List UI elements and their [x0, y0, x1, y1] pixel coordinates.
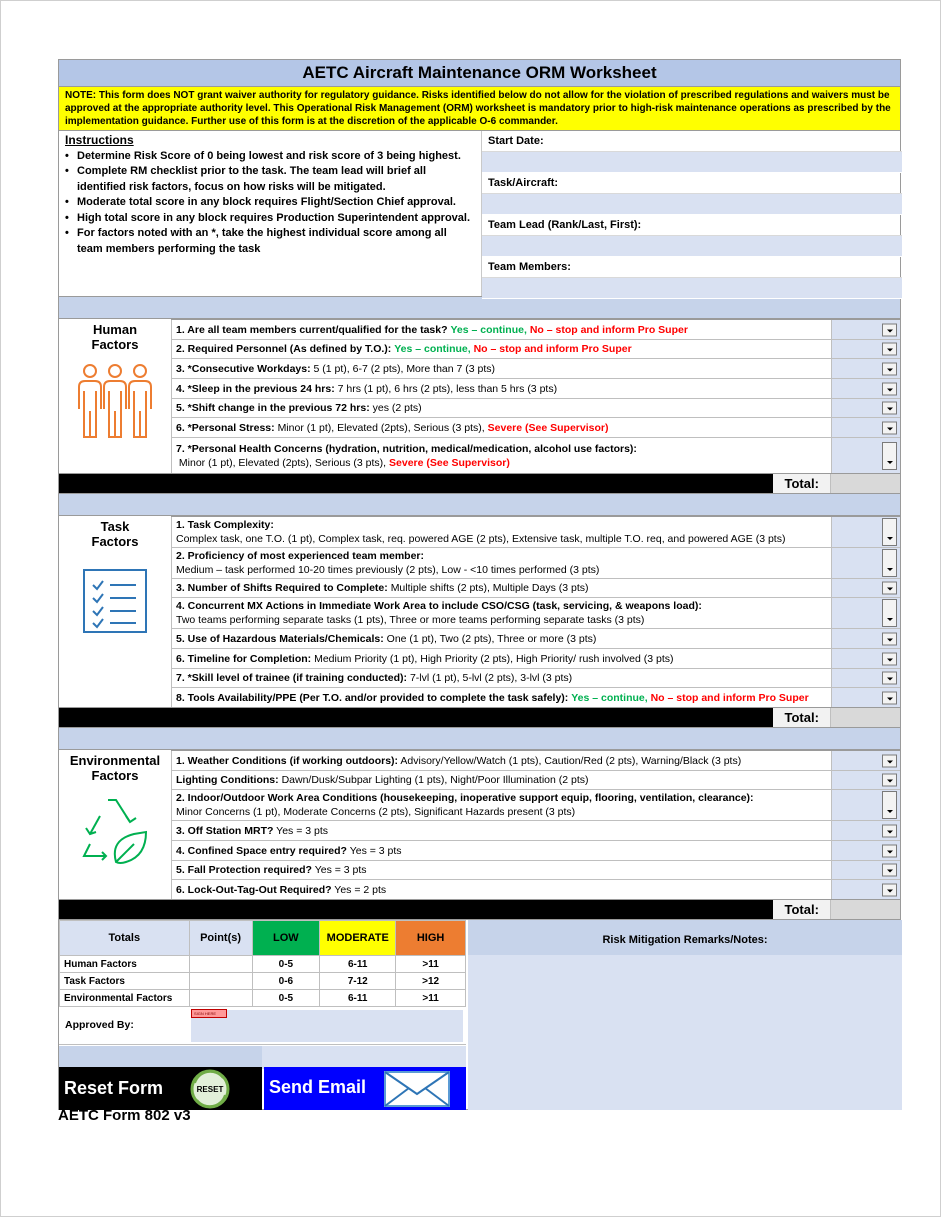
- task-total-value: [830, 708, 900, 727]
- reset-icon: [187, 1069, 233, 1109]
- score-select[interactable]: [831, 598, 900, 628]
- env-total-row: [59, 899, 900, 919]
- factor-question: 3. Number of Shifts Required to Complete:: [176, 582, 388, 594]
- table-row: [171, 398, 900, 417]
- factor-question: 5. *Shift change in the previous 72 hrs:: [176, 402, 370, 414]
- factor-question: 3. *Consecutive Workdays:: [176, 362, 311, 375]
- factor-text: [171, 880, 831, 899]
- factor-question: 2. Required Personnel (As defined by T.O.):: [176, 343, 392, 355]
- table-row: [171, 687, 900, 707]
- chevron-down-icon[interactable]: [882, 582, 897, 595]
- table-row: [171, 578, 900, 597]
- chevron-down-icon[interactable]: [882, 518, 897, 546]
- high-range: >11: [396, 990, 466, 1007]
- table-row: [171, 319, 900, 339]
- table-row: [171, 417, 900, 437]
- factor-scoring: Advisory/Yellow/Watch (1 pts), Caution/Red (2 pts), Warning/Black (3 pts): [400, 754, 742, 767]
- environmental-factors-rows: [171, 750, 900, 899]
- summary-block: [59, 919, 900, 1109]
- score-select[interactable]: [831, 548, 900, 578]
- high-header: HIGH: [396, 921, 466, 956]
- factor-scoring: Minor (1 pt), Elevated (2pts), Serious (3 pts),: [277, 421, 485, 434]
- factor-question: 6. Timeline for Completion:: [176, 652, 312, 665]
- factor-scoring: Yes = 3 pts: [314, 864, 367, 876]
- chevron-down-icon[interactable]: [882, 691, 897, 704]
- chevron-down-icon[interactable]: [882, 652, 897, 665]
- factor-scoring: Yes = 3 pts: [276, 824, 329, 837]
- task-aircraft-field[interactable]: [482, 194, 902, 215]
- chevron-down-icon[interactable]: [882, 549, 897, 577]
- score-select[interactable]: [831, 751, 900, 770]
- score-select[interactable]: [831, 320, 900, 339]
- section-spacer: [59, 493, 900, 515]
- factor-text: [171, 649, 831, 668]
- stop-text: No – stop and inform Pro Super: [529, 323, 688, 336]
- chevron-down-icon[interactable]: [882, 382, 897, 395]
- environmental-factors-label: Environmental Factors: [69, 753, 161, 783]
- factor-text: [171, 379, 831, 398]
- chevron-down-icon[interactable]: [882, 791, 897, 819]
- factor-question: 3. Off Station MRT?: [176, 824, 274, 837]
- factor-text: [171, 771, 831, 789]
- team-lead-field[interactable]: [482, 236, 902, 257]
- table-row: [171, 547, 900, 578]
- table-row: [171, 516, 900, 547]
- factor-text: [171, 669, 831, 687]
- score-select[interactable]: [831, 418, 900, 437]
- factor-question: 5. Fall Protection required?: [176, 864, 312, 876]
- score-select[interactable]: [831, 579, 900, 597]
- factor-name: Environmental Factors: [60, 990, 190, 1007]
- factor-scoring: 7 hrs (1 pt), 6 hrs (2 pts), less than 5 hrs (3 pts): [337, 382, 558, 395]
- moderate-range: 7-12: [320, 973, 396, 990]
- factor-text: [171, 821, 831, 840]
- score-select[interactable]: [831, 359, 900, 378]
- factor-scoring: Medium – task performed 10-20 times previously (2 pts), Low - <10 times performed (3 pts): [176, 564, 600, 576]
- factor-question: 7. *Skill level of trainee (if training conducted):: [176, 672, 408, 684]
- continue-text: Yes – continue,: [450, 323, 527, 336]
- env-total-value: [830, 900, 900, 919]
- human-factors-section: [59, 318, 900, 493]
- instruction-item: • Moderate total score in any block requires Flight/Section Chief approval.: [65, 195, 475, 211]
- instructions-block: [59, 131, 900, 296]
- factor-question: 4. *Sleep in the previous 24 hrs:: [176, 382, 335, 395]
- send-email-button[interactable]: [264, 1067, 466, 1110]
- factor-text: [171, 629, 831, 648]
- factor-scoring: Multiple shifts (2 pts), Multiple Days (3 pts): [390, 582, 589, 594]
- table-row: [171, 628, 900, 648]
- score-select[interactable]: [831, 841, 900, 860]
- factor-text: [171, 517, 831, 547]
- table-row: [171, 339, 900, 358]
- chevron-down-icon[interactable]: [882, 632, 897, 645]
- factor-question: 6. Lock-Out-Tag-Out Required?: [176, 883, 332, 896]
- table-row: [171, 770, 900, 789]
- score-select[interactable]: [831, 517, 900, 547]
- factor-text: [171, 438, 831, 473]
- table-row: [171, 879, 900, 899]
- factor-text: [171, 790, 831, 820]
- instructions-title: Instructions: [65, 133, 134, 147]
- moderate-range: 6-11: [320, 956, 396, 973]
- points-cell[interactable]: [189, 990, 252, 1007]
- chevron-down-icon[interactable]: [882, 672, 897, 685]
- chevron-down-icon[interactable]: [882, 442, 897, 470]
- totals-header-row: [60, 921, 466, 956]
- environmental-factors-section: [59, 749, 900, 919]
- human-total-row: [59, 473, 900, 493]
- factor-question: 5. Use of Hazardous Materials/Chemicals:: [176, 632, 384, 645]
- factor-question: 1. Task Complexity:: [176, 519, 274, 531]
- instruction-item: • High total score in any block requires Production Superintendent approval.: [65, 211, 475, 227]
- chevron-down-icon[interactable]: [882, 844, 897, 857]
- continue-text: Yes – continue,: [394, 343, 471, 355]
- factor-question: 2. Proficiency of most experienced team member:: [176, 550, 425, 562]
- chevron-down-icon[interactable]: [882, 883, 897, 896]
- chevron-down-icon[interactable]: [882, 824, 897, 837]
- factor-text: [171, 598, 831, 628]
- points-cell[interactable]: [189, 973, 252, 990]
- moderate-range: 6-11: [320, 990, 396, 1007]
- score-select[interactable]: [831, 790, 900, 820]
- factor-text: [171, 320, 831, 339]
- factor-scoring: Complex task, one T.O. (1 pt), Complex task, req. powered AGE (2 pts), Extensive task, multiple T.O. req, and powered AGE (3 pts): [176, 533, 786, 545]
- factor-scoring: Minor Concerns (1 pt), Moderate Concerns (2 pts), Significant Hazards present (3 pts): [176, 806, 576, 818]
- chevron-down-icon[interactable]: [882, 599, 897, 627]
- factor-question: 2. Indoor/Outdoor Work Area Conditions (housekeeping, inoperative support equip, flooring, ventilation, clearance):: [176, 792, 754, 804]
- continue-text: Yes – continue,: [571, 691, 648, 704]
- factor-text: [171, 359, 831, 378]
- team-members-field[interactable]: [482, 278, 902, 299]
- total-label: Total:: [773, 900, 830, 919]
- chevron-down-icon[interactable]: [882, 754, 897, 767]
- button-spacer-light: [262, 1046, 466, 1069]
- chevron-down-icon[interactable]: [882, 362, 897, 375]
- score-select[interactable]: [831, 399, 900, 417]
- task-factors-rows: [171, 516, 900, 707]
- start-date-label: Start Date:: [482, 131, 902, 152]
- section-spacer: [59, 296, 900, 318]
- table-row: [171, 840, 900, 860]
- chevron-down-icon[interactable]: [882, 323, 897, 336]
- people-icon: [59, 359, 171, 444]
- factor-text: [171, 861, 831, 879]
- severe-text: Severe (See Supervisor): [389, 456, 510, 469]
- total-label: Total:: [773, 474, 830, 493]
- human-factors-label: Human Factors: [91, 322, 139, 352]
- approved-by-label: Approved By:: [65, 1019, 134, 1031]
- instruction-item: • Complete RM checklist prior to the task. The team lead will brief all identified risk factors, focus on how risks will be mitigated.: [65, 164, 475, 195]
- team-lead-label: Team Lead (Rank/Last, First):: [482, 215, 902, 236]
- score-select[interactable]: [831, 649, 900, 668]
- low-range: 0-5: [252, 956, 320, 973]
- human-total-value: [830, 474, 900, 493]
- total-bar: [59, 708, 773, 727]
- team-members-label: Team Members:: [482, 257, 902, 278]
- table-row: [171, 668, 900, 687]
- form-number: AETC Form 802 v3: [58, 1107, 191, 1124]
- reset-form-button[interactable]: [59, 1067, 262, 1110]
- score-select[interactable]: [831, 861, 900, 879]
- chevron-down-icon[interactable]: [882, 402, 897, 415]
- factor-scoring: Two teams performing separate tasks (1 pts), Three or more teams performing separate tasks (3 pts): [176, 614, 645, 626]
- total-label: Total:: [773, 708, 830, 727]
- chevron-down-icon[interactable]: [882, 864, 897, 877]
- factor-text: [171, 579, 831, 597]
- table-row: [171, 597, 900, 628]
- table-row: [171, 437, 900, 473]
- form-title: AETC Aircraft Maintenance ORM Worksheet: [59, 60, 900, 86]
- factor-text: [171, 688, 831, 707]
- remarks-label: Risk Mitigation Remarks/Notes:: [468, 920, 902, 955]
- sign-here-text: SIGN HERE: [194, 1011, 217, 1016]
- waiver-note: NOTE: This form does NOT grant waiver authority for regulatory guidance. Risks identified below do not allow for the violation of prescribed regulations and waivers must be approved at the appropriate authority level. This Operational Risk Management (ORM) worksheet is mandatory prior to high-risk maintenance operations as prescribed by the implementation guidance. Further use of this form is at the discretion of the applicable O-6 commander.: [59, 86, 900, 131]
- high-range: >12: [396, 973, 466, 990]
- factor-question: 6. *Personal Stress:: [176, 421, 275, 434]
- factor-question: 1. Are all team members current/qualified for the task?: [176, 323, 448, 336]
- factor-question: 7. *Personal Health Concerns (hydration, nutrition, medical/medication, alcohol use factors):: [176, 442, 637, 455]
- recycle-leaf-icon: [59, 794, 171, 871]
- totals-table: [59, 920, 466, 1007]
- header-fields: [481, 131, 902, 296]
- approved-by-field[interactable]: [191, 1010, 463, 1042]
- table-row: [171, 358, 900, 378]
- stop-text: No – stop and inform Pro Super: [650, 691, 809, 704]
- factor-text: [171, 548, 831, 578]
- factor-name: Human Factors: [60, 956, 190, 973]
- factor-name: Task Factors: [60, 973, 190, 990]
- factor-text: [171, 841, 831, 860]
- task-factors-label: Task Factors: [91, 519, 139, 549]
- task-factors-section: [59, 515, 900, 727]
- table-row: [60, 973, 466, 990]
- factor-scoring: 7-lvl (1 pt), 5-lvl (2 pts), 3-lvl (3 pts): [409, 672, 573, 684]
- low-range: 0-5: [252, 990, 320, 1007]
- chevron-down-icon[interactable]: [882, 421, 897, 434]
- score-select[interactable]: [831, 880, 900, 899]
- remarks-textarea[interactable]: [468, 955, 902, 1110]
- send-email-label: Send Email: [269, 1077, 367, 1097]
- instruction-item: • For factors noted with an *, take the highest individual score among all team members performing the task: [65, 226, 475, 257]
- checklist-icon: [59, 568, 171, 637]
- factor-question: 8. Tools Availability/PPE (Per T.O. and/or provided to complete the task safely):: [176, 691, 569, 704]
- envelope-icon: [381, 1070, 453, 1108]
- chevron-down-icon[interactable]: [882, 343, 897, 356]
- factor-scoring: 5 (1 pt), 6-7 (2 pts), More than 7 (3 pts): [313, 362, 496, 375]
- sign-here-tag[interactable]: [191, 1009, 227, 1018]
- approved-by-row: [59, 1009, 466, 1045]
- instruction-item: • Determine Risk Score of 0 being lowest and risk score of 3 being highest.: [65, 149, 475, 165]
- table-row: [60, 990, 466, 1007]
- factor-text: [171, 751, 831, 770]
- score-select[interactable]: [831, 379, 900, 398]
- score-select[interactable]: [831, 669, 900, 687]
- factor-scoring: Minor (1 pt), Elevated (2pts), Serious (3 pts),: [178, 456, 387, 469]
- factor-scoring: Yes = 2 pts: [334, 883, 387, 896]
- score-select[interactable]: [831, 438, 900, 473]
- task-total-row: [59, 707, 900, 727]
- points-cell[interactable]: [189, 956, 252, 973]
- factor-question: Lighting Conditions:: [176, 774, 279, 786]
- factor-scoring: Medium Priority (1 pt), High Priority (2 pts), High Priority/ rush involved (3 pts): [314, 652, 674, 665]
- instructions-list: [65, 149, 475, 258]
- button-spacer: [59, 1046, 466, 1069]
- score-select[interactable]: [831, 340, 900, 358]
- factor-question: 1. Weather Conditions (if working outdoors):: [176, 754, 399, 767]
- factor-text: [171, 340, 831, 358]
- section-spacer: [59, 727, 900, 749]
- table-row: [171, 378, 900, 398]
- reset-form-label: Reset Form: [64, 1078, 164, 1098]
- totals-header: Totals: [60, 921, 190, 956]
- factor-question: 4. Concurrent MX Actions in Immediate Work Area to include CSO/CSG (task, servicing, & weapons load):: [176, 600, 702, 612]
- moderate-header: MODERATE: [320, 921, 396, 956]
- low-header: LOW: [252, 921, 320, 956]
- table-row: [171, 860, 900, 879]
- total-bar: [59, 474, 773, 493]
- stop-text: No – stop and inform Pro Super: [473, 343, 632, 355]
- start-date-field[interactable]: [482, 152, 902, 173]
- human-factors-rows: [171, 319, 900, 473]
- table-row: [171, 789, 900, 820]
- high-range: >11: [396, 956, 466, 973]
- score-select[interactable]: [831, 629, 900, 648]
- table-row: [171, 820, 900, 840]
- factor-text: [171, 399, 831, 417]
- total-bar: [59, 900, 773, 919]
- factor-scoring: yes (2 pts): [372, 402, 422, 414]
- factor-scoring: One (1 pt), Two (2 pts), Three or more (3 pts): [386, 632, 597, 645]
- table-row: [60, 956, 466, 973]
- table-row: [171, 750, 900, 770]
- factor-question: 4. Confined Space entry required?: [176, 844, 347, 857]
- orm-worksheet: [58, 59, 901, 1110]
- factor-text: [171, 418, 831, 437]
- score-select[interactable]: [831, 771, 900, 789]
- task-aircraft-label: Task/Aircraft:: [482, 173, 902, 194]
- instructions: [59, 131, 481, 296]
- score-select[interactable]: [831, 688, 900, 707]
- chevron-down-icon[interactable]: [882, 774, 897, 787]
- score-select[interactable]: [831, 821, 900, 840]
- table-row: [171, 648, 900, 668]
- reset-badge-text: RESET: [196, 1085, 224, 1094]
- points-header: Point(s): [189, 921, 252, 956]
- factor-scoring: Dawn/Dusk/Subpar Lighting (1 pts), Night/Poor Illumination (2 pts): [281, 774, 589, 786]
- factor-scoring: Yes = 3 pts: [349, 844, 402, 857]
- low-range: 0-6: [252, 973, 320, 990]
- severe-text: Severe (See Supervisor): [487, 421, 609, 434]
